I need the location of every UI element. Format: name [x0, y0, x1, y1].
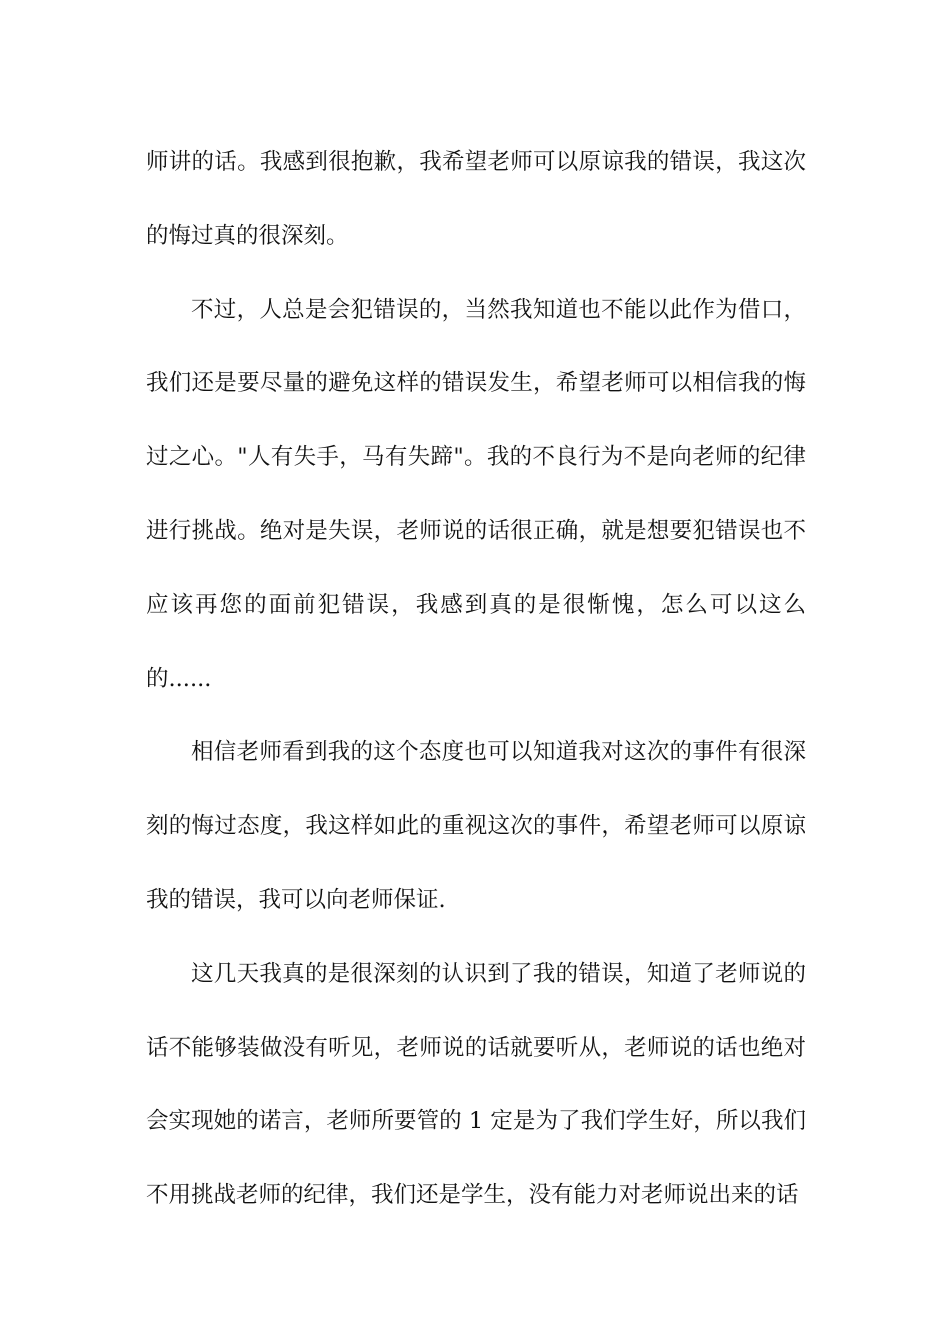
paragraph-3: 相信老师看到我的这个态度也可以知道我对这次的事件有很深刻的悔过态度，我这样如此的重视这次的事件，希望老师可以原谅我的错误，我可以向老师保证. [146, 739, 806, 913]
paragraph-1: 师讲的话。我感到很抱歉，我希望老师可以原谅我的错误，我这次的悔过真的很深刻。 [146, 149, 806, 249]
document-body [146, 126, 806, 1233]
paragraph-2: 不过，人总是会犯错误的，当然我知道也不能以此作为借口，我们还是要尽量的避免这样的错误发生，希望老师可以相信我的悔过之心。"人有失手，马有失蹄"。我的不良行为不是向老师的纪律进行挑战。绝对是失误，老师说的话很正确，就是想要犯错误也不应该再您的面前犯错误，我感到真的是很惭愧，怎么可以这么的...... [146, 296, 806, 692]
paragraph-4: 这几天我真的是很深刻的认识到了我的错误，知道了老师说的话不能够装做没有听见，老师说的话就要听从，老师说的话也绝对会实现她的诺言，老师所要管的 1 定是为了我们学生好，所以我们不用挑战老师的纪律，我们还是学生，没有能力对老师说出来的话 [146, 960, 806, 1209]
